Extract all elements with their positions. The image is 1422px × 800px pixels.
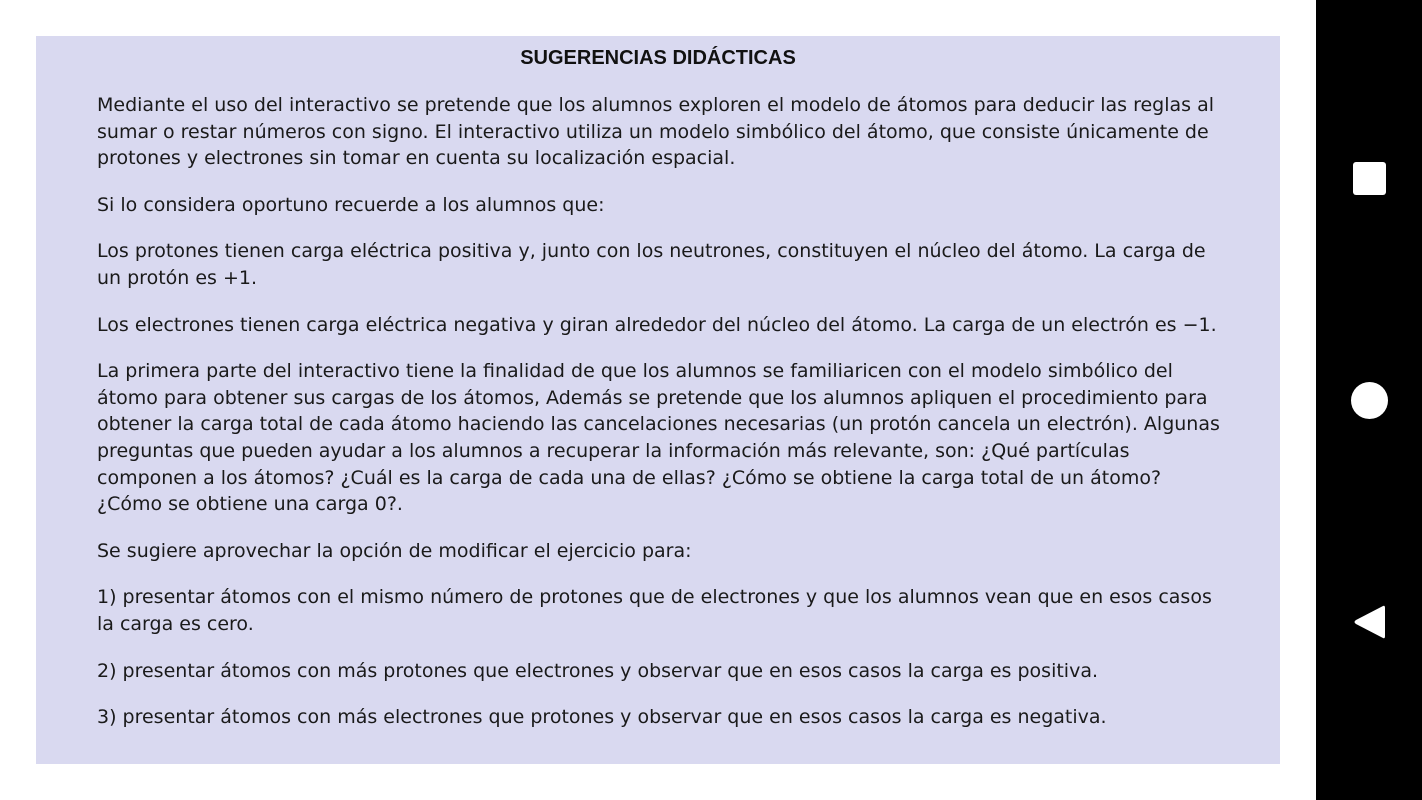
paragraph: Los protones tienen carga eléctrica positiva y, junto con los neutrones, constituyen el núcleo del átomo. La carga de un protón es +1.	[97, 240, 1206, 289]
list-item: 2) presentar átomos con más protones que electrones y observar que en esos casos la carga es positiva.	[97, 659, 1099, 682]
home-icon	[1351, 382, 1388, 419]
paragraph: Los electrones tienen carga eléctrica negativa y giran alrededor del núcleo del átomo. La carga de un electrón es −1.	[97, 313, 1217, 336]
recent-apps-icon	[1353, 162, 1386, 195]
page-title: SUGERENCIAS DIDÁCTICAS	[520, 47, 796, 69]
home-button[interactable]	[1343, 374, 1395, 426]
panel-body	[97, 92, 1232, 751]
back-icon	[1352, 603, 1386, 641]
didactic-suggestions-panel[interactable]	[36, 36, 1280, 764]
back-button[interactable]	[1343, 596, 1395, 648]
recent-apps-button[interactable]	[1343, 152, 1395, 204]
paragraph: La primera parte del interactivo tiene la finalidad de que los alumnos se familiaricen con el modelo simbólico del átomo para obtener sus cargas de los átomos, Además se pretende que los alumnos apliquen el procedimiento para obtener la carga total de cada átomo haciendo las cancelaciones necesarias (un protón cancela un electrón). Algunas preguntas que pueden ayudar a los alumnos a recuperar la información más relevante, son: ¿Qué partículas componen a los átomos? ¿Cuál es la carga de cada una de ellas? ¿Cómo se obtiene la carga total de un átomo? ¿Cómo se obtiene una carga 0?.	[97, 360, 1220, 516]
paragraph: Si lo considera oportuno recuerde a los alumnos que:	[97, 193, 605, 216]
paragraph: Se sugiere aprovechar la opción de modificar el ejercicio para:	[97, 539, 692, 562]
list-item: 3) presentar átomos con más electrones que protones y observar que en esos casos la carga es negativa.	[97, 706, 1107, 729]
system-navigation-bar	[1316, 0, 1422, 800]
list-item: 1) presentar átomos con el mismo número de protones que de electrones y que los alumnos vean que en esos casos la carga es cero.	[97, 586, 1212, 635]
paragraph: Mediante el uso del interactivo se pretende que los alumnos exploren el modelo de átomos para deducir las reglas al sumar o restar números con signo. El interactivo utiliza un modelo simbólico del átomo, que consiste únicamente de protones y electrones sin tomar en cuenta su localización espacial.	[97, 94, 1215, 170]
